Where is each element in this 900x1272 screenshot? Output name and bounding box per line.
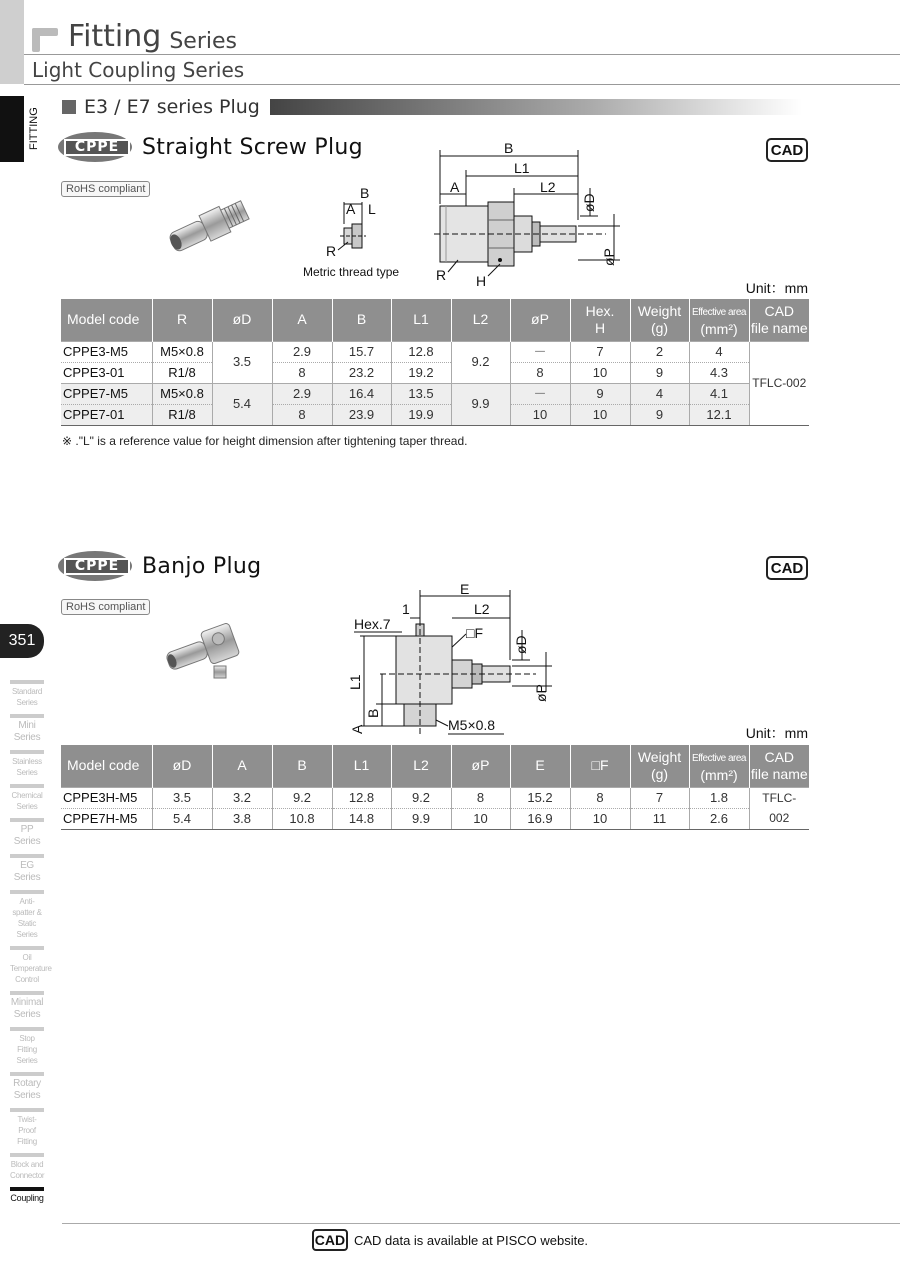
cell-p: 10 <box>510 404 570 425</box>
cell-area: 4 <box>689 341 749 362</box>
section-heading <box>62 96 802 118</box>
side-nav-item[interactable]: Standard Series <box>10 680 44 714</box>
elbow-fitting-icon <box>30 24 62 54</box>
dim-r-small: R <box>326 243 337 259</box>
cell-model: CPPE3H-M5 <box>61 787 152 808</box>
cell-r: M5×0.8 <box>152 383 212 404</box>
dim-a: A <box>349 724 365 734</box>
side-nav-item[interactable]: PP Series <box>10 818 44 854</box>
dim-e: E <box>460 581 470 597</box>
col-header-area <box>689 299 749 341</box>
straight-spec-table <box>61 299 809 426</box>
cell-b: 9.2 <box>272 787 332 808</box>
cell-a: 2.9 <box>272 383 332 404</box>
side-nav-item[interactable]: EG Series <box>10 854 44 890</box>
side-nav-item[interactable]: Mini Series <box>10 714 44 750</box>
side-nav-item[interactable]: Stop Fitting Series <box>10 1027 44 1072</box>
side-nav-item[interactable]: Rotary Series <box>10 1072 44 1108</box>
cell-area: 12.1 <box>689 404 749 425</box>
dim-l1: L1 <box>347 674 363 690</box>
cell-cad-file[interactable]: TFLC- <box>749 787 809 808</box>
dim-a: A <box>450 179 460 195</box>
col-header: R <box>152 299 212 341</box>
cell-weight: 2 <box>630 341 689 362</box>
page-title: Fitting <box>68 19 162 54</box>
cell-model: CPPE7H-M5 <box>61 808 152 829</box>
cell-b: 15.7 <box>332 341 391 362</box>
col-header: E <box>510 745 570 787</box>
cell-p: 8 <box>510 362 570 383</box>
cell-l2: 9.9 <box>451 383 510 425</box>
straight-plug-photo <box>160 192 260 258</box>
cell-l1: 12.8 <box>332 787 391 808</box>
cell-a: 8 <box>272 404 332 425</box>
cell-weight: 7 <box>630 787 689 808</box>
cell-p: － <box>510 383 570 404</box>
cell-l1: 14.8 <box>332 808 391 829</box>
header-title-group <box>30 14 237 54</box>
cell-hex: 7 <box>570 341 630 362</box>
rohs-badge: RoHS compliant <box>61 599 150 615</box>
cell-p: 8 <box>451 787 510 808</box>
cell-l2: 9.2 <box>451 341 510 383</box>
cad-download-button[interactable]: CAD <box>766 138 808 162</box>
table-row <box>61 383 809 404</box>
cell-r: R1/8 <box>152 362 212 383</box>
table-row <box>61 808 809 829</box>
col-header: CAD file name <box>749 299 809 341</box>
page-subtitle: Light Coupling Series <box>32 58 245 82</box>
cell-e: 16.9 <box>510 808 570 829</box>
dim-l-small: L <box>368 201 376 217</box>
cad-download-button[interactable]: CAD <box>766 556 808 580</box>
straight-plug-heading <box>58 132 363 162</box>
dim-d: øD <box>581 193 597 212</box>
cppe-badge <box>58 551 132 581</box>
col-header-area-line1: Effective area <box>692 752 746 764</box>
dim-h: H <box>476 273 487 289</box>
section-heading-text: E3 / E7 series Plug <box>84 96 260 118</box>
cell-model: CPPE3-01 <box>61 362 152 383</box>
unit-label: Unit：mm <box>745 280 808 296</box>
banjo-plug-drawing <box>340 580 570 740</box>
unit-label: Unit：mm <box>745 725 808 741</box>
col-header: Hex. H <box>570 299 630 341</box>
col-header: B <box>272 745 332 787</box>
col-header: øP <box>451 745 510 787</box>
col-header: øD <box>212 299 272 341</box>
cell-cad-file[interactable]: 002 <box>749 808 809 829</box>
col-header: Model code <box>61 299 152 341</box>
cell-model: CPPE3-M5 <box>61 341 152 362</box>
table-row <box>61 404 809 425</box>
cell-hex: 10 <box>570 362 630 383</box>
col-header: L1 <box>332 745 391 787</box>
cppe-badge-label: CPPE <box>64 139 130 156</box>
straight-plug-title: Straight Screw Plug <box>142 134 363 160</box>
cell-area: 4.3 <box>689 362 749 383</box>
cell-a: 2.9 <box>272 341 332 362</box>
footer-divider <box>62 1223 900 1224</box>
cell-l1: 19.2 <box>391 362 451 383</box>
header-divider-bottom <box>24 84 900 85</box>
dim-r: R <box>436 267 447 283</box>
col-header: L1 <box>391 299 451 341</box>
side-nav-item-active[interactable]: Coupling <box>10 1187 44 1210</box>
cell-p: 10 <box>451 808 510 829</box>
cell-area: 2.6 <box>689 808 749 829</box>
col-header: B <box>332 299 391 341</box>
page-number: 351 <box>0 624 44 658</box>
cell-area: 4.1 <box>689 383 749 404</box>
straight-plug-drawing <box>430 140 630 290</box>
cell-r: R1/8 <box>152 404 212 425</box>
col-header: CAD file name <box>749 745 809 787</box>
dim-b: B <box>365 708 381 718</box>
cell-a: 3.2 <box>212 787 272 808</box>
dim-p: øP <box>601 248 617 266</box>
dim-a-small: A <box>346 201 356 217</box>
col-header-area-line2: (mm²) <box>700 766 738 783</box>
cell-b: 23.2 <box>332 362 391 383</box>
footer <box>0 1229 900 1251</box>
cell-weight: 9 <box>630 362 689 383</box>
cell-d: 5.4 <box>212 383 272 425</box>
col-header: L2 <box>391 745 451 787</box>
dim-l1: L1 <box>514 160 530 176</box>
cell-d: 3.5 <box>212 341 272 383</box>
side-tab-label: FITTING <box>28 107 40 151</box>
cell-d: 3.5 <box>152 787 212 808</box>
col-header-area-line1: Effective area <box>692 306 746 318</box>
cell-a: 3.8 <box>212 808 272 829</box>
col-header: Weight (g) <box>630 745 689 787</box>
banjo-plug-title: Banjo Plug <box>142 553 262 579</box>
cell-b: 16.4 <box>332 383 391 404</box>
dim-l2: L2 <box>474 601 490 617</box>
dim-one: 1 <box>402 601 410 617</box>
dim-l2: L2 <box>540 179 556 195</box>
cell-f: 10 <box>570 808 630 829</box>
dim-f: □F <box>466 625 484 641</box>
table-row <box>61 787 809 808</box>
cell-l1: 19.9 <box>391 404 451 425</box>
cell-l1: 12.8 <box>391 341 451 362</box>
cell-f: 8 <box>570 787 630 808</box>
side-nav-item[interactable]: Stainless Series <box>10 750 44 784</box>
cell-cad-file[interactable]: TFLC-002 <box>749 341 809 425</box>
cell-l1: 13.5 <box>391 383 451 404</box>
side-nav-item[interactable]: Twist-Proof Fitting <box>10 1108 44 1153</box>
col-header: Model code <box>61 745 152 787</box>
cell-b: 23.9 <box>332 404 391 425</box>
cell-d: 5.4 <box>152 808 212 829</box>
side-nav-item[interactable]: Chemical Series <box>10 784 44 818</box>
dim-thread: M5×0.8 <box>448 717 496 733</box>
col-header: □F <box>570 745 630 787</box>
col-header: Weight (g) <box>630 299 689 341</box>
dim-d: øD <box>513 635 529 654</box>
section-square-icon <box>62 100 76 114</box>
cell-weight: 4 <box>630 383 689 404</box>
dim-b: B <box>504 140 514 156</box>
banjo-spec-table <box>61 745 809 830</box>
dim-hex: Hex.7 <box>354 616 391 632</box>
col-header: øP <box>510 299 570 341</box>
rohs-badge: RoHS compliant <box>61 181 150 197</box>
col-header: A <box>272 299 332 341</box>
cell-e: 15.2 <box>510 787 570 808</box>
col-header: øD <box>152 745 212 787</box>
col-header-area <box>689 745 749 787</box>
dim-p: øP <box>533 684 549 702</box>
page-title-series: Series <box>169 29 237 54</box>
cell-model: CPPE7-01 <box>61 404 152 425</box>
cell-model: CPPE7-M5 <box>61 383 152 404</box>
col-header: L2 <box>451 299 510 341</box>
banjo-plug-photo <box>160 616 250 682</box>
cell-weight: 11 <box>630 808 689 829</box>
footnote: ※ ."L" is a reference value for height dimension after tightening taper thread. <box>62 434 468 448</box>
cell-l2: 9.9 <box>391 808 451 829</box>
cell-p: － <box>510 341 570 362</box>
footer-text: CAD data is available at PISCO website. <box>353 1232 589 1248</box>
col-header-area-line2: (mm²) <box>700 320 738 337</box>
table-row <box>61 341 809 362</box>
cppe-badge-label: CPPE <box>64 558 130 575</box>
side-nav-item[interactable]: Oil Temperature Control <box>10 946 44 991</box>
header-divider <box>24 54 900 55</box>
section-gradient-bar <box>270 99 802 115</box>
table-row <box>61 362 809 383</box>
cell-r: M5×0.8 <box>152 341 212 362</box>
side-nav-item[interactable]: Block and Connector <box>10 1153 44 1187</box>
cell-area: 1.8 <box>689 787 749 808</box>
metric-thread-diagram <box>300 184 420 284</box>
cell-a: 8 <box>272 362 332 383</box>
cppe-badge <box>58 132 132 162</box>
side-nav-item[interactable]: Minimal Series <box>10 991 44 1027</box>
footer-cad-badge[interactable]: CAD <box>312 1229 348 1251</box>
side-tab-block <box>0 96 24 162</box>
cell-weight: 9 <box>630 404 689 425</box>
cell-l2: 9.2 <box>391 787 451 808</box>
cell-b: 10.8 <box>272 808 332 829</box>
cell-hex: 9 <box>570 383 630 404</box>
header-accent-bar <box>0 0 24 84</box>
side-nav-item[interactable]: Anti-spatter & Static Series <box>10 890 44 946</box>
col-header: A <box>212 745 272 787</box>
banjo-plug-heading <box>58 551 261 581</box>
metric-thread-caption: Metric thread type <box>303 265 400 279</box>
side-nav <box>10 680 52 1210</box>
cell-hex: 10 <box>570 404 630 425</box>
dim-b-small: B <box>360 185 370 201</box>
